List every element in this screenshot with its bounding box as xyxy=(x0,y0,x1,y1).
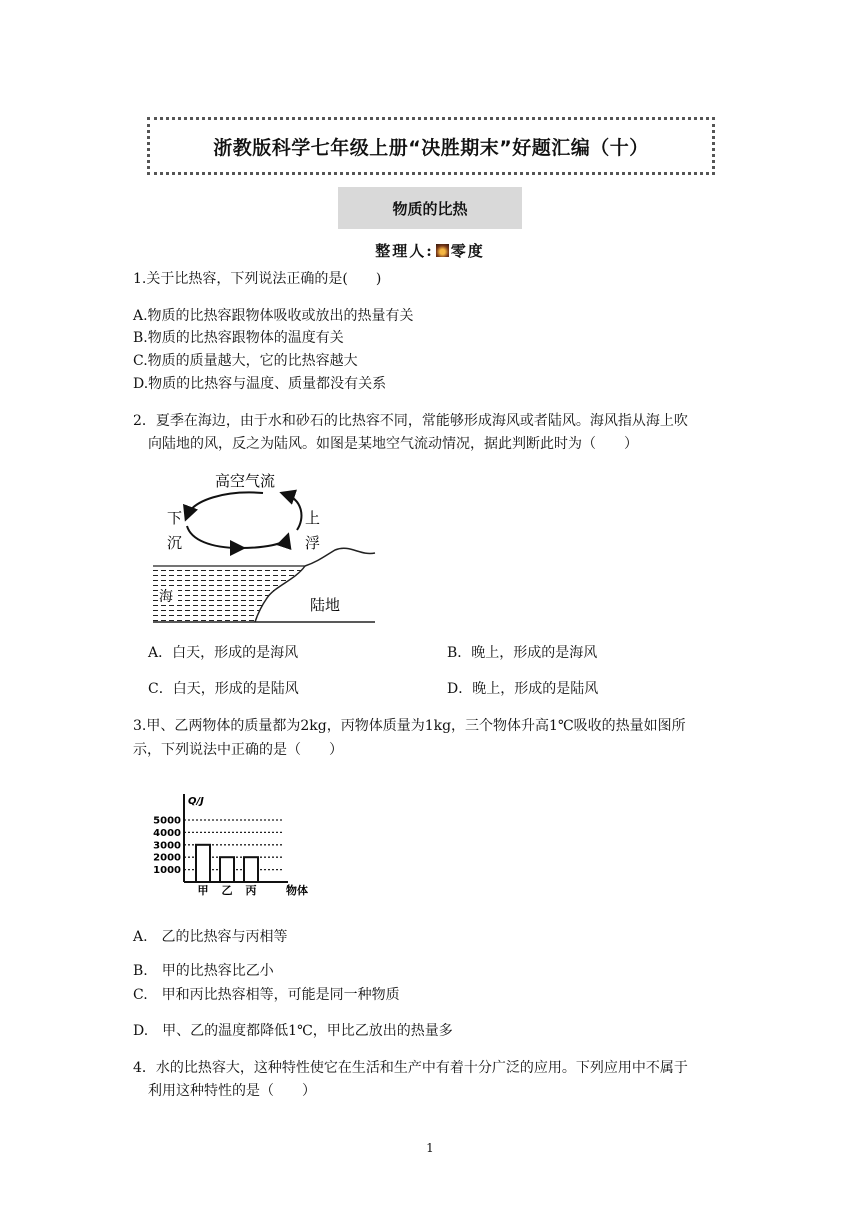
label-sink-1: 下 xyxy=(167,509,183,527)
author-line xyxy=(0,240,860,261)
y-tick-label: 2000 xyxy=(153,852,181,864)
author-label: 整理人: xyxy=(375,242,434,260)
q1-option-d: D.物质的比热容与温度、质量都没有关系 xyxy=(133,376,387,392)
left-sink-arrow xyxy=(187,526,240,548)
heat-chart xyxy=(148,790,333,900)
topic-heading: 物质的比热 xyxy=(338,187,522,229)
top-flow-arrow xyxy=(187,492,263,516)
q3-stem-line1: 3.甲、乙两物体的质量都为2kg，丙物体质量为1kg，三个物体升高1℃吸收的热量如图所 xyxy=(133,718,686,734)
y-tick-labels xyxy=(153,816,181,877)
bar-1 xyxy=(196,845,210,882)
q1-stem: 1.关于比热容，下列说法正确的是( ) xyxy=(133,271,382,287)
y-tick-label: 3000 xyxy=(153,840,181,852)
q2-stem-line1: 2．夏季在海边，由于水和砂石的比热容不同，常能够形成海风或者陆风。海风指从海上吹 xyxy=(133,413,688,429)
q2-option-b: B．晚上，形成的是海风 xyxy=(447,645,598,661)
q2-option-a: A．白天，形成的是海风 xyxy=(148,645,299,661)
label-rise-1: 上 xyxy=(305,509,321,527)
q3-option-d: D. 甲、乙的温度都降低1℃，甲比乙放出的热量多 xyxy=(133,1023,453,1039)
bar-3 xyxy=(244,857,258,882)
q2-option-c: C．白天，形成的是陆风 xyxy=(148,681,299,697)
q1-option-b: B.物质的比热容跟物体的温度有关 xyxy=(133,330,344,346)
q2-stem-line2: 向陆地的风，反之为陆风。如图是某地空气流动情况，据此判断此时为（ ） xyxy=(148,436,638,452)
right-rise-arrow xyxy=(285,494,301,530)
bottom-flow-arrow xyxy=(240,538,287,548)
x-tick-label: 甲 xyxy=(197,884,209,897)
q3-option-c: C. 甲和丙比热容相等，可能是同一种物质 xyxy=(133,987,400,1003)
label-rise-2: 浮 xyxy=(305,534,321,552)
label-sea: 海 xyxy=(159,589,173,605)
q1-option-c: C.物质的质量越大，它的比热容越大 xyxy=(133,353,358,369)
q2-option-d: D．晚上，形成的是陆风 xyxy=(447,681,599,697)
q4-stem-line1: 4．水的比热容大，这种特性使它在生活和生产中有着十分广泛的应用。下列应用中不属于 xyxy=(133,1060,688,1076)
author-badge-icon xyxy=(436,244,449,257)
author-name: 零度 xyxy=(450,242,485,260)
q3-option-a: A. 乙的比热容与丙相等 xyxy=(133,929,288,945)
q4-stem-line2: 利用这种特性的是（ ） xyxy=(148,1083,316,1099)
q3-stem-line2: 示，下列说法中正确的是（ ） xyxy=(133,742,343,758)
bar-2 xyxy=(220,857,234,882)
x-tick-label: 丙 xyxy=(245,884,257,897)
page-number: 1 xyxy=(426,1141,434,1155)
label-high-air: 高空气流 xyxy=(214,472,276,490)
y-axis-label: Q/J xyxy=(188,796,204,807)
label-land: 陆地 xyxy=(310,596,341,614)
x-tick-label: 乙 xyxy=(221,884,233,897)
q1-option-a: A.物质的比热容跟物体吸收或放出的热量有关 xyxy=(133,308,414,324)
q3-option-b: B. 甲的比热容比乙小 xyxy=(133,963,274,979)
x-axis-label: 物体 xyxy=(286,884,308,897)
x-tick-labels xyxy=(198,883,257,897)
y-tick-label: 4000 xyxy=(153,827,181,839)
chart-bars xyxy=(196,845,258,882)
y-tick-label: 1000 xyxy=(153,865,181,877)
document-title: 浙教版科学七年级上册“决胜期末”好题汇编（十） xyxy=(147,117,715,175)
label-sink-2: 沉 xyxy=(167,534,183,552)
sea-breeze-diagram xyxy=(145,468,385,628)
y-tick-label: 5000 xyxy=(153,815,181,827)
